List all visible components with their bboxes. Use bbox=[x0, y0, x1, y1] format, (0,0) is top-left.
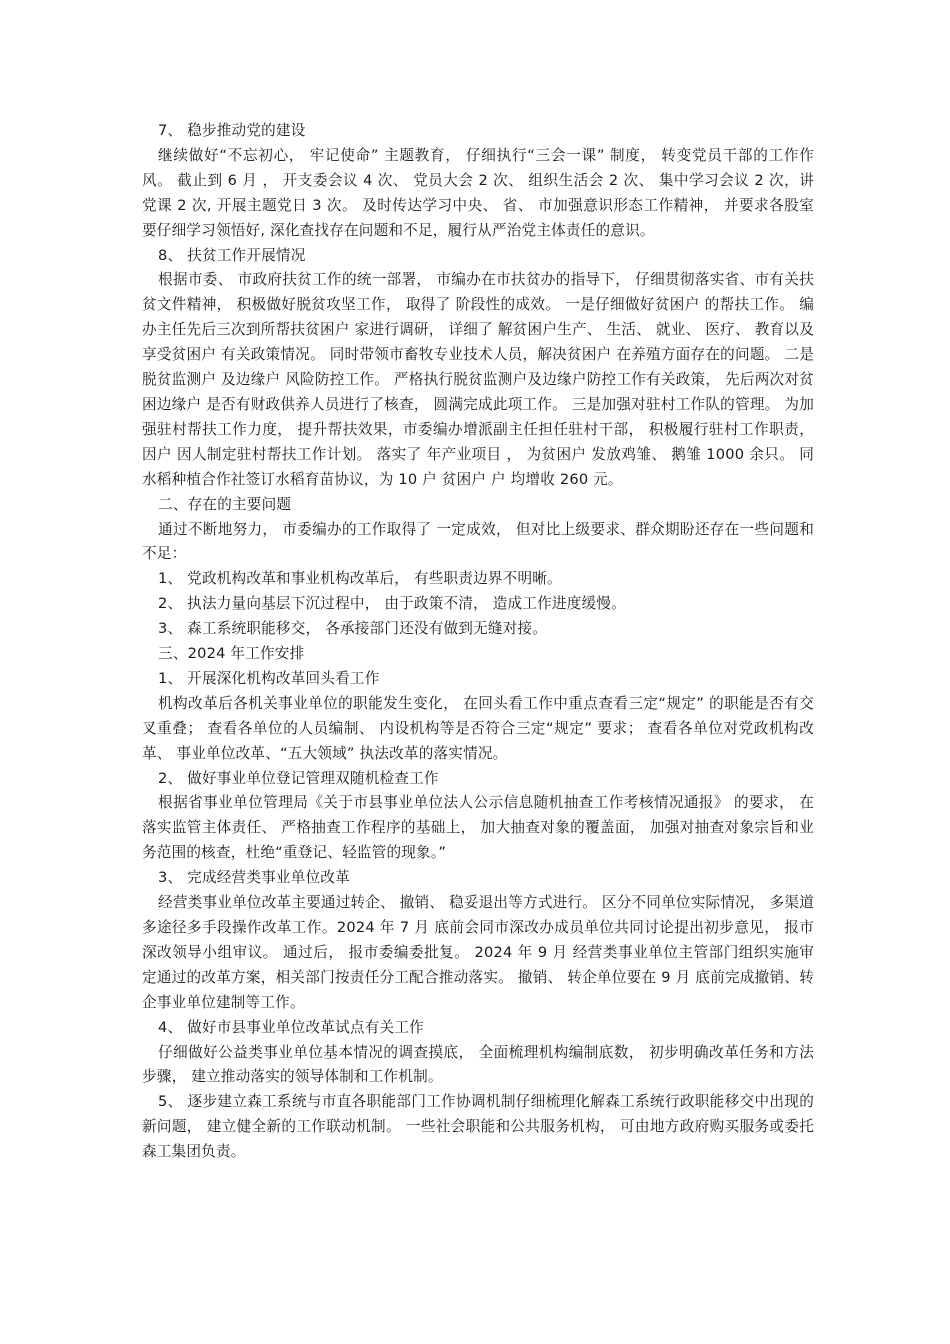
plan-heading-1: 1、 开展深化机构改革回头看工作 bbox=[158, 669, 380, 687]
section-heading-main-problems: 二、存在的主要问题 bbox=[158, 495, 292, 513]
section-heading-party-building: 7、 稳步推动党的建设 bbox=[158, 122, 306, 139]
plan-heading-3: 3、 完成经营类事业单位改革 bbox=[158, 869, 350, 887]
plan-heading-2: 2、 做好事业单位登记管理双随机检查工作 bbox=[158, 769, 439, 787]
paragraph-poverty-alleviation: 根据市委、 市政府扶贫工作的统一部署， 市编办在市扶贫办的指导下， 仔细贯彻落实省、市有关扶贫文件精神， 积极做好脱贫攻坚工作， 取得了 阶段性的成效。 一是仔细做好贫困户 的帮扶工作。 编办主任先后三次到所帮扶贫困户 家进行调研， 详细了 解贫困户生产、 生活、 就业、 医疗、 教育以及享受贫困户 有关政策情况。 同时带领市畜牧专业技术人员，解决贫困户 在养殖方面存在的问题。 二是脱贫监测户 及边缘户 风险防控工作。 严格执行脱贫监测户及边缘户防控工作有关政策， 先后两次对贫困边缘户 是否有财政供养人员进行了核查， 圆满完成此项工作。 三是加强对驻村工作队的管理。 为加强驻村帮扶工作力度， 提升帮扶效果，市委编办增派副主任担任驻村干部， 积极履行驻村工作职责， 因户 因人制定驻村帮扶工作计划。 落实了 年产业项目 ， 为贫困户 发放鸡雏、 鹅雏 1000 余只。 同水稻种植合作社签订水稻育苗协议，为 10 户 贫困户 户 均增收 260 元。 bbox=[142, 271, 814, 488]
problem-item-1: 1、 党政机构改革和事业机构改革后， 有些职责边界不明晰。 bbox=[158, 570, 562, 588]
plan-paragraph-2: 根据省事业单位管理局《关于市县事业单位法人公示信息随机抽查工作考核情况通报》 的要求， 在落实监管主体责任、 严格抽查工作程序的基础上， 加大抽查对象的覆盖面， 加强对抽查对象宗旨和业务范围的核查，杜绝“重登记、轻监管的现象。” bbox=[142, 794, 814, 862]
plan-paragraph-1: 机构改革后各机关事业单位的职能发生变化， 在回头看工作中重点查看三定“规定” 的职能是否有交叉重叠； 查看各单位的人员编制、 内设机构等是否符合三定“规定” 要求； 查看各单位对党政机构改革、 事业单位改革、“五大领域” 执法改革的落实情况。 bbox=[142, 694, 814, 762]
document-page bbox=[142, 119, 814, 1165]
problem-item-2: 2、 执法力量向基层下沉过程中， 由于政策不清， 造成工作进度缓慢。 bbox=[158, 595, 626, 613]
plan-paragraph-3: 经营类事业单位改革主要通过转企、 撤销、 稳妥退出等方式进行。 区分不同单位实际情况， 多渠道多途径多手段操作改革工作。2024 年 7 月 底前会同市深改办成员单位共同讨论提出初步意见， 报市深改领导小组审议。 通过后， 报市委编委批复。 2024 年 9 月 经营类事业单位主管部门组织实施审定通过的改革方案，相关部门按责任分工配合推动落实。 撤销、 转企单位要在 9 月 底前完成撤销、转企事业单位建制等工作。 bbox=[142, 894, 814, 1011]
problem-item-3: 3、 森工系统职能移交， 各承接部门还没有做到无缝对接。 bbox=[158, 620, 548, 638]
section-heading-work-plan: 三、2024 年工作安排 bbox=[158, 645, 305, 663]
plan-paragraph-4: 仔细做好公益类事业单位基本情况的调查摸底， 全面梳理机构编制底数， 初步明确改革任务和方法步骤， 建立推动落实的领导体制和工作机制。 bbox=[142, 1043, 814, 1086]
section-heading-poverty-alleviation: 8、 扶贫工作开展情况 bbox=[158, 246, 306, 264]
plan-paragraph-5: 5、 逐步建立森工系统与市直各职能部门工作协调机制仔细梳理化解森工系统行政职能移交中出现的新问题， 建立健全新的工作联动机制。 一些社会职能和公共服务机构， 可由地方政府购买服务或委托森工集团负责。 bbox=[142, 1093, 814, 1161]
paragraph-main-problems: 通过不断地努力， 市委编办的工作取得了 一定成效， 但对比上级要求、群众期盼还存在一些问题和不足： bbox=[142, 520, 814, 563]
paragraph-party-building: 继续做好“不忘初心， 牢记使命” 主题教育， 仔细执行“三会一课” 制度， 转变党员干部的工作作风。 截止到 6 月 ， 开支委会议 4 次、 党员大会 2 次、 组织生活会 2 次、 集中学习会议 2 次，讲党课 2 次, 开展主题党日 3 次。 及时传达学习中央、 省、 市加强意识形态工作精神， 并要求各股室要仔细学习领悟好, 深化查找存在问题和不足，履行从严治党主体责任的意识。 bbox=[142, 146, 814, 239]
plan-heading-4: 4、 做好市县事业单位改革试点有关工作 bbox=[158, 1018, 424, 1036]
